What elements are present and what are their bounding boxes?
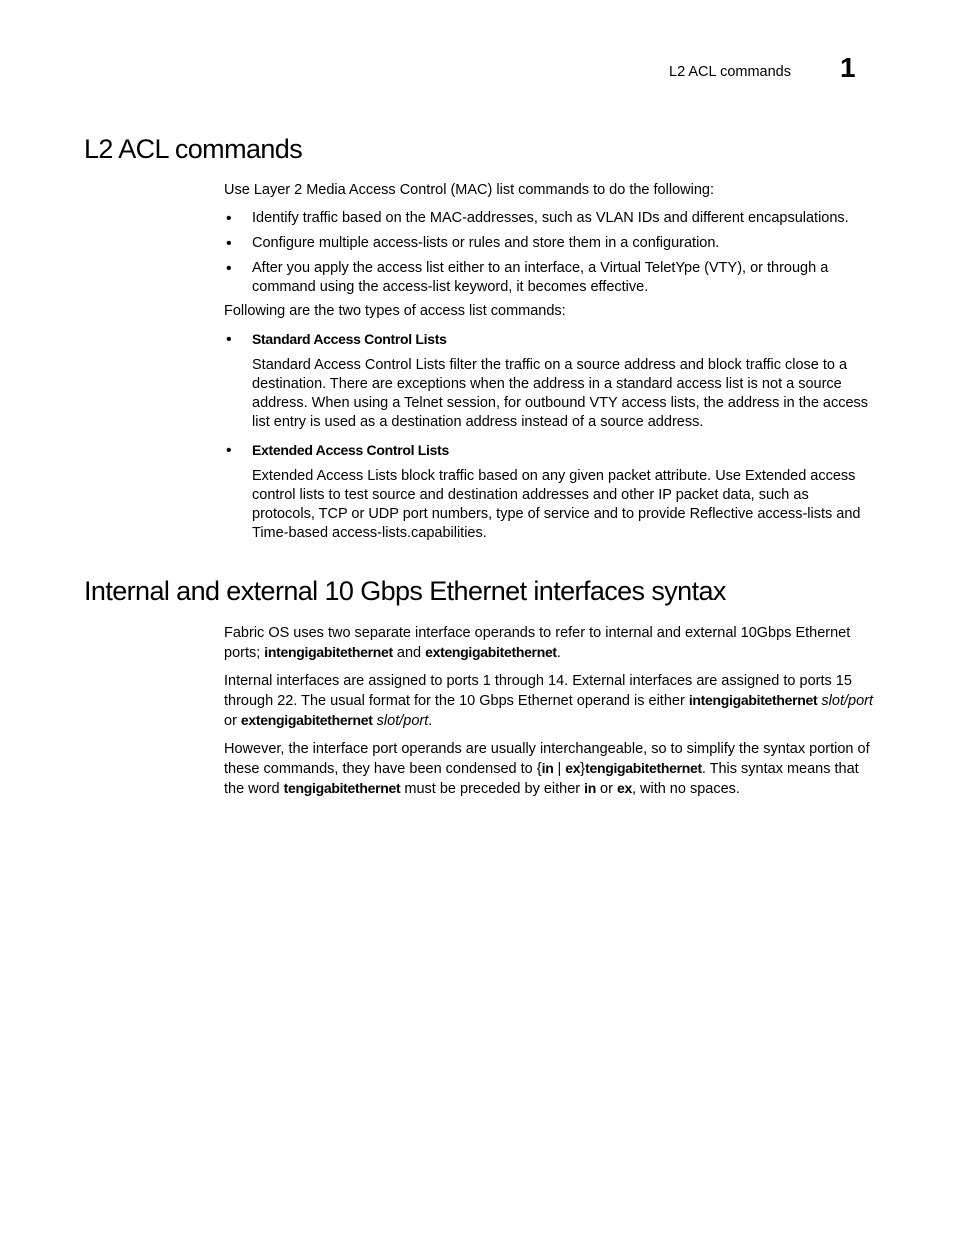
types-intro-paragraph: Following are the two types of access list commands: xyxy=(224,303,566,319)
text-run: Fabric OS uses two separate interface operands to refer to internal and external 10Gbps Ethernet ports; xyxy=(224,625,851,661)
keyword-tengigabitethernet: tengigabitethernet xyxy=(585,760,702,776)
list-item-standard-acl xyxy=(224,330,874,350)
paragraph-operands xyxy=(224,624,874,663)
section-l2-acl-body xyxy=(224,181,874,543)
extended-acl-description: Extended Access Lists block traffic based on any given packet attribute. Use Extended access control lists to test source and destination addresses and other IP packet data, such as protocols, TCP or UDP port numbers, type of service and to provide Reflective access-lists and Time-based access-lists.capabilities. xyxy=(252,468,861,541)
text-run: Internal interfaces are assigned to ports 1 through 14. External interfaces are assigned to ports 15 through 22. The usual format for the 10 Gbps Ethernet operand is either xyxy=(224,673,852,709)
running-head: L2 ACL commands xyxy=(669,64,791,80)
text-run: | xyxy=(553,761,566,777)
acl-type-list-2 xyxy=(224,441,874,461)
keyword-extengigabitethernet: extengigabitethernet xyxy=(425,644,557,660)
text-run: . xyxy=(428,713,433,729)
standard-acl-description: Standard Access Control Lists filter the traffic on a source address and block traffic close to a destination. There are exceptions when the address in a standard access list is not a source address. When using a Telnet session, for outbound VTY access lists, the address in the access list entry is used as a destination address instead of a source address. xyxy=(252,357,869,430)
keyword-ex: ex xyxy=(565,760,581,776)
keyword-intengigabitethernet: intengigabitethernet xyxy=(688,692,818,708)
paragraph-port-assignment xyxy=(224,672,874,731)
keyword-in: in xyxy=(584,780,596,796)
keyword-extengigabitethernet: extengigabitethernet xyxy=(240,712,373,728)
list-item: • After you apply the access list either to an interface, a Virtual TeletYpe (VTY), or through a command using the access-list keyword, it becomes effective. xyxy=(224,259,874,297)
argument-slot-port: slot/port xyxy=(821,693,874,709)
text-run: However, the interface port operands are usually interchangeable, so to simplify the syntax portion of these commands, they have been condensed to { xyxy=(224,741,870,777)
section-title-l2-acl: L2 ACL commands xyxy=(84,134,303,164)
acl-type-name: Extended Access Control Lists xyxy=(252,442,449,458)
text-run: or xyxy=(224,713,241,729)
feature-list xyxy=(224,209,874,297)
section-title-10g-syntax: Internal and external 10 Gbps Ethernet interfaces syntax xyxy=(84,576,726,606)
section-10g-body xyxy=(224,624,874,799)
text-run: or xyxy=(596,781,617,797)
chapter-number: 1 xyxy=(840,52,856,83)
text-run: must be preceded by either xyxy=(400,781,585,797)
text-run: . This syntax means that the word xyxy=(224,761,859,797)
argument-slot-port: slot/port xyxy=(376,713,429,729)
acl-type-list xyxy=(224,330,874,350)
text-run: and xyxy=(392,645,426,661)
list-item: • Configure multiple access-lists or rules and store them in a configuration. xyxy=(224,234,874,253)
intro-paragraph: Use Layer 2 Media Access Control (MAC) list commands to do the following: xyxy=(224,182,714,198)
list-item-extended-acl xyxy=(224,441,874,461)
paragraph-condensed-syntax xyxy=(224,740,874,799)
text-run: } xyxy=(580,761,586,777)
keyword-intengigabitethernet: intengigabitethernet xyxy=(264,644,393,660)
keyword-in: in xyxy=(541,760,554,776)
keyword-tengigabitethernet: tengigabitethernet xyxy=(283,780,401,796)
acl-type-name: Standard Access Control Lists xyxy=(252,331,447,347)
list-item: • Identify traffic based on the MAC-addresses, such as VLAN IDs and different encapsulations. xyxy=(224,209,874,228)
keyword-ex: ex xyxy=(616,780,632,796)
text-run: , with no spaces. xyxy=(631,781,740,797)
text-run: . xyxy=(556,645,561,661)
